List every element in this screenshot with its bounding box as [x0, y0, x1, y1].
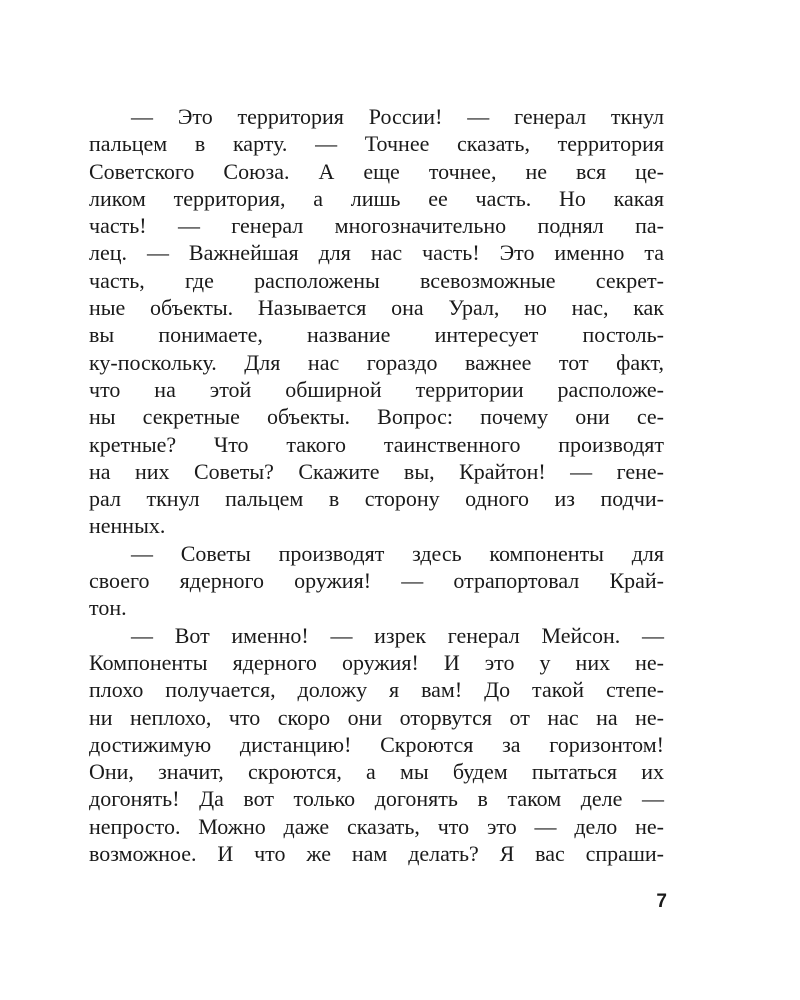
page-number: 7	[656, 891, 667, 912]
text-line: ные объекты. Называется она Урал, но нас, как	[89, 295, 664, 321]
text-line: вы понимаете, название интересует постоль-	[89, 322, 664, 348]
text-line: лец. — Важнейшая для нас часть! Это именно та	[89, 240, 664, 266]
text-line: что на этой обширной территории расположе-	[89, 376, 664, 402]
text-line: — Вот именно! — изрек генерал Мейсон. —	[131, 622, 664, 648]
text-line: Советского Союза. А еще точнее, не вся це-	[89, 158, 664, 184]
text-line: догонять! Да вот только догонять в таком деле —	[89, 786, 664, 812]
text-line: ни неплохо, что скоро они оторвутся от нас на не-	[89, 704, 664, 730]
page-text	[89, 103, 664, 867]
text-line: ны секретные объекты. Вопрос: почему они се-	[89, 404, 664, 430]
text-line: кретные? Что такого таинственного производят	[89, 431, 664, 457]
text-line: ку-поскольку. Для нас гораздо важнее тот факт,	[89, 349, 664, 375]
text-line: рал ткнул пальцем в сторону одного из подчи-	[89, 486, 664, 512]
text-line: возможное. И что же нам делать? Я вас спраши-	[89, 841, 664, 867]
text-line: ненных.	[89, 513, 166, 539]
text-line: Компоненты ядерного оружия! И это у них не-	[89, 649, 664, 675]
text-line: часть, где расположены всевозможные секрет-	[89, 267, 664, 293]
text-line: своего ядерного оружия! — отрапортовал Край-	[89, 568, 664, 594]
text-line: пальцем в карту. — Точнее сказать, территория	[89, 131, 664, 157]
text-line: часть! — генерал многозначительно поднял па-	[89, 213, 664, 239]
text-line: на них Советы? Скажите вы, Крайтон! — гене-	[89, 458, 664, 484]
text-line: достижимую дистанцию! Скроются за горизонтом!	[89, 731, 664, 757]
text-line: тон.	[89, 595, 127, 621]
text-line: плохо получается, доложу я вам! До такой степе-	[89, 677, 664, 703]
text-line: — Советы производят здесь компоненты для	[131, 540, 664, 566]
text-line: непросто. Можно даже сказать, что это — дело не-	[89, 813, 664, 839]
text-line: Они, значит, скроются, а мы будем пытаться их	[89, 759, 664, 785]
text-line: — Это территория России! — генерал ткнул	[131, 104, 664, 129]
text-line: ликом территория, а лишь ее часть. Но какая	[89, 185, 664, 211]
